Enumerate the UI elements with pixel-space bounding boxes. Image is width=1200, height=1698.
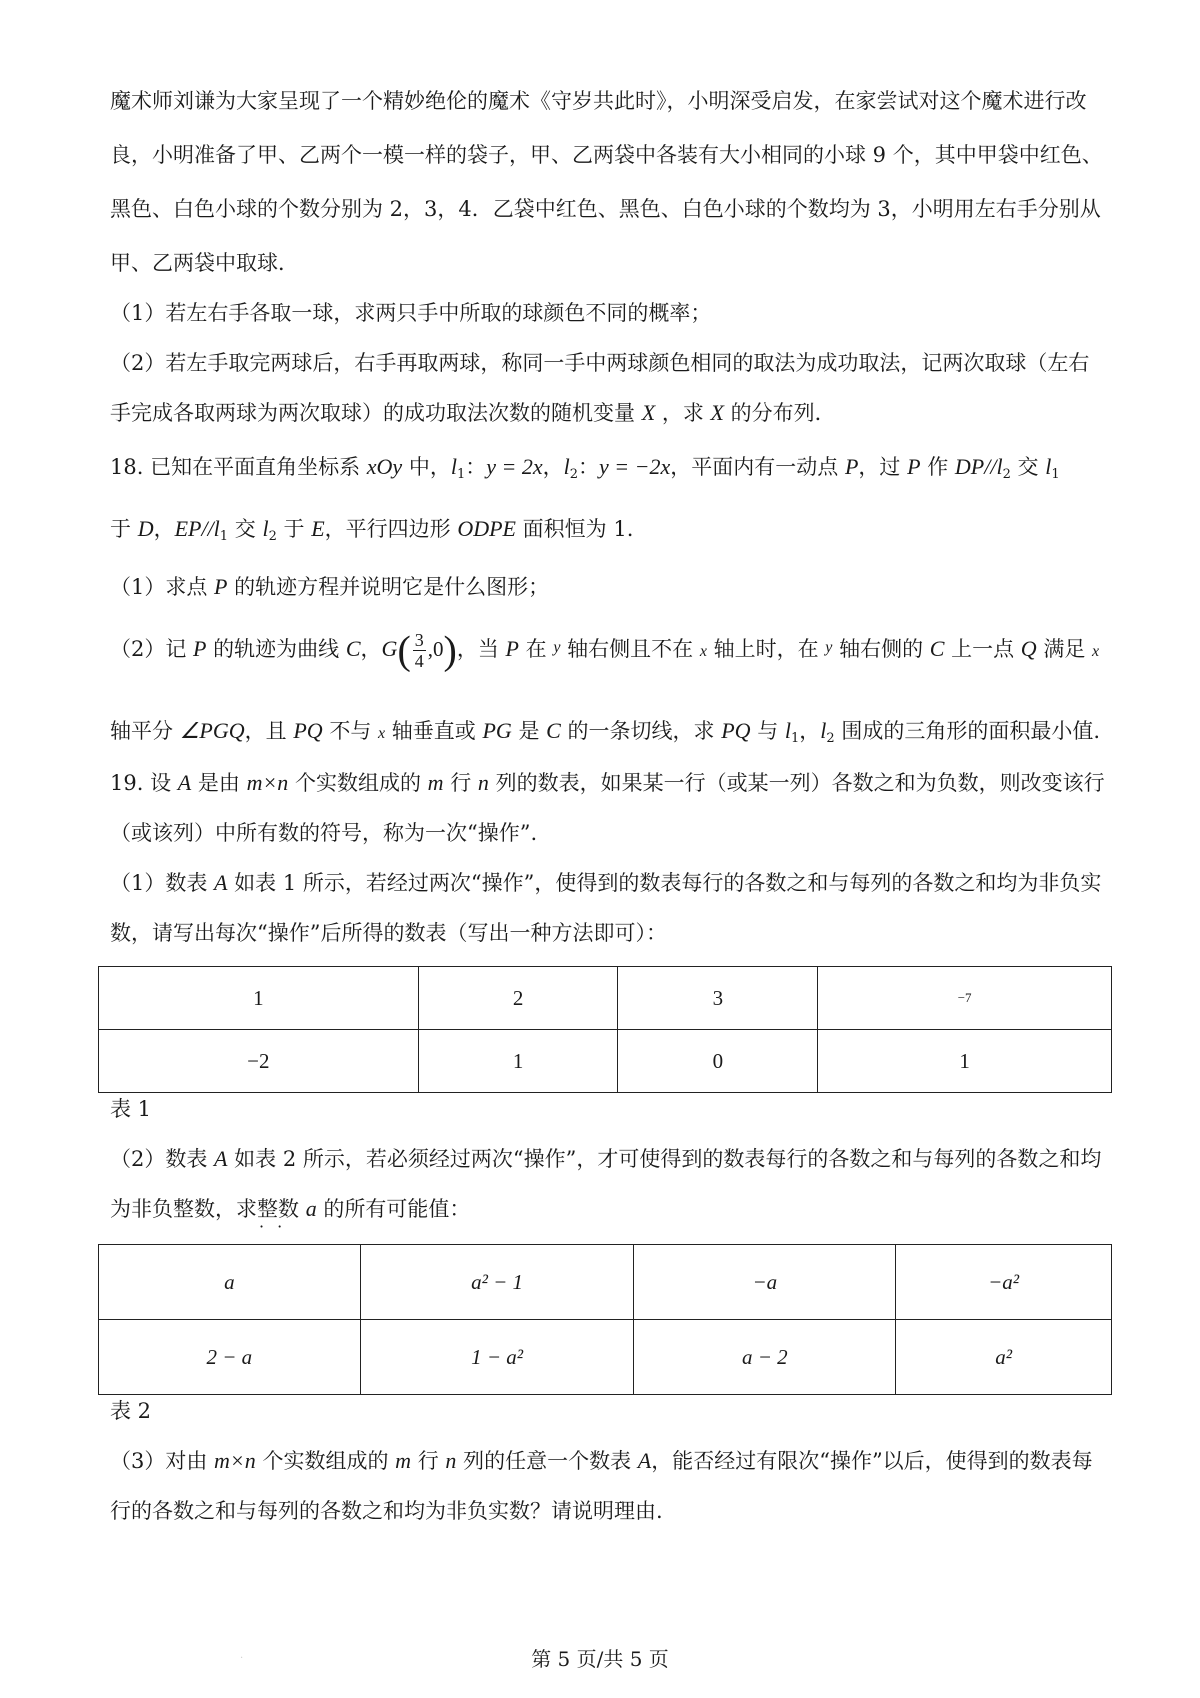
var-l: l <box>1045 454 1052 479</box>
numerator: 3 <box>414 630 424 650</box>
segment-pq: PQ <box>721 718 751 743</box>
text: （2）数表 <box>110 1147 215 1171</box>
intro-line-2: 良，小明准备了甲、乙两个一模一样的袋子，甲、乙两袋中各装有大小相同的小球 9 个，其中甲袋中红色、 <box>110 143 1103 167</box>
text: 面积恒为 1. <box>516 517 634 541</box>
text: 如表 1 所示，若经过两次“操作”，使得到的数表每行的各数之和与每列的各数之和均为非负实 <box>227 871 1102 895</box>
page-footer: 第 5 页/共 5 页 <box>531 1647 669 1671</box>
q19-statement-line-1 <box>110 768 1120 798</box>
table-cell: −a² <box>896 1245 1112 1320</box>
zero: ,0 <box>427 637 444 661</box>
text: 手完成各取两球为两次取球）的成功取法次数的随机变量 <box>110 401 642 425</box>
var-c: C <box>929 636 945 661</box>
text: 的所有可能值： <box>316 1197 471 1221</box>
intro-line-1: 魔术师刘谦为大家呈现了一个精妙绝伦的魔术《守岁共此时》，小明深受启发，在家尝试对这个魔术进行改 <box>110 89 1087 113</box>
scan-speck: . <box>240 1650 244 1661</box>
q18-statement-line-1 <box>110 452 1120 490</box>
left-paren: ( <box>397 627 411 673</box>
parallelogram: ODPE <box>457 516 516 541</box>
subscript: 2 <box>826 731 835 746</box>
text: 个实数组成的 <box>255 1449 396 1473</box>
table-row <box>99 1320 1112 1395</box>
q18-statement-line-2 <box>110 514 1120 552</box>
table-2 <box>98 1244 1112 1395</box>
text: 为非负整数，求 <box>110 1197 257 1221</box>
var-x: X <box>641 400 656 425</box>
var-x: X <box>710 400 724 425</box>
var-l: l <box>450 454 457 479</box>
point-g: G <box>381 636 398 661</box>
text: 是由 <box>191 771 247 795</box>
line-dp: DP//l <box>954 454 1003 479</box>
text: 中， <box>402 455 451 479</box>
text: 轴右侧且不在 <box>560 637 700 661</box>
q17-part-1: （1）若左右手各取一球，求两只手中所取的球颜色不同的概率； <box>110 301 712 325</box>
var-c: C <box>345 636 361 661</box>
text: 列的任意一个数表 <box>456 1449 638 1473</box>
q17-part-2-line-2 <box>110 398 1120 428</box>
var-d: D <box>137 516 154 541</box>
q19-part-3-line-1 <box>110 1446 1120 1476</box>
text: （3）对由 <box>110 1449 215 1473</box>
text: 如表 2 所示，若必须经过两次“操作”，才可使得到的数表每行的各数之和与每列的各数之和均 <box>227 1147 1102 1171</box>
subscript: 2 <box>569 467 579 482</box>
var-n: n <box>445 1448 457 1473</box>
table-cell: a − 2 <box>634 1320 896 1395</box>
text: 列的数表，如果某一行（或某一列）各数之和为负数，则改变该行 <box>488 771 1105 795</box>
q19-part-2-line-1 <box>110 1144 1120 1174</box>
var-q: Q <box>1020 636 1037 661</box>
text: ， <box>799 719 821 743</box>
text: ， <box>542 455 564 479</box>
var-a: A <box>214 870 228 895</box>
line-ep: EP//l <box>174 516 220 541</box>
text: 围成的三角形的面积最小值. <box>834 719 1101 743</box>
text: ， <box>360 637 382 661</box>
var-l: l <box>784 718 792 743</box>
segment-pg: PG <box>482 718 512 743</box>
text <box>299 1197 306 1221</box>
angle-pgq: ∠PGQ <box>179 718 245 743</box>
text: ，平行四边形 <box>324 517 458 541</box>
text: 交 <box>228 517 263 541</box>
table-cell: a² − 1 <box>360 1245 634 1320</box>
text: ， <box>153 517 175 541</box>
var-p: P <box>844 454 859 479</box>
text: 19. 设 <box>110 771 178 795</box>
q19-part-1-line-1 <box>110 868 1120 898</box>
subscript: 1 <box>1051 467 1060 482</box>
var-l: l <box>262 516 269 541</box>
subscript: 1 <box>791 731 800 746</box>
text: 轴上时，在 <box>706 637 826 661</box>
table-1 <box>98 966 1112 1093</box>
text: 个实数组成的 <box>288 771 428 795</box>
var-p: P <box>193 636 207 661</box>
var-y: y <box>825 639 833 656</box>
var-a: A <box>177 770 192 795</box>
dimensions: m×n <box>214 1448 256 1473</box>
var-p: P <box>214 574 228 599</box>
q19-part-1-line-2: 数，请写出每次“操作”后所得的数表（写出一种方法即可）： <box>110 921 667 945</box>
subscript: 2 <box>268 529 277 544</box>
text: 18. 已知在平面直角坐标系 <box>110 455 367 479</box>
text: ： <box>465 455 487 479</box>
text: 行 <box>443 771 478 795</box>
table-cell: −7 <box>818 967 1112 1030</box>
text: 满足 <box>1036 637 1093 661</box>
text: 轴垂直或 <box>385 719 483 743</box>
text: 上一点 <box>944 637 1021 661</box>
table-row <box>99 967 1112 1030</box>
text: ，过 <box>858 455 908 479</box>
text: ，求 <box>655 401 711 425</box>
text: ，平面内有一动点 <box>670 455 845 479</box>
table-row <box>99 1245 1112 1320</box>
table-cell: 1 <box>418 1030 618 1093</box>
var-x: x <box>378 725 386 742</box>
var-l: l <box>563 454 570 479</box>
emphasized-text: 整数 · · <box>257 1194 299 1224</box>
table-cell: a² <box>896 1320 1112 1395</box>
text: 的分布列． <box>723 401 836 425</box>
fraction <box>413 630 426 671</box>
equation: y = −2x <box>599 454 671 479</box>
q18-part-1 <box>110 572 1120 602</box>
var-y: y <box>553 639 561 656</box>
q18-part-2-line-1 <box>110 627 1120 673</box>
table-cell: −2 <box>99 1030 419 1093</box>
var-e: E <box>311 516 325 541</box>
var-p: P <box>505 636 519 661</box>
right-paren: ) <box>443 627 457 673</box>
subscript: 1 <box>219 529 229 544</box>
table-cell: 0 <box>618 1030 818 1093</box>
text: （2）记 <box>110 637 194 661</box>
table-cell: a <box>99 1245 361 1320</box>
table-cell: 1 <box>99 967 419 1030</box>
table-cell: 1 − a² <box>360 1320 634 1395</box>
text: ，能否经过有限次“操作”以后，使得到的数表每 <box>651 1449 1093 1473</box>
table-cell: 1 <box>818 1030 1112 1093</box>
text: 不与 <box>322 719 378 743</box>
coord-system: xOy <box>366 454 403 479</box>
text: ，且 <box>244 719 294 743</box>
subscript: 2 <box>1002 467 1011 482</box>
intro-line-3: 黑色、白色小球的个数分别为 2，3，4．乙袋中红色、黑色、白色小球的个数均为 3，小明用左右手分别从 <box>110 197 1101 221</box>
text: 交 <box>1010 455 1046 479</box>
var-x: x <box>1092 643 1100 660</box>
text: 与 <box>750 719 785 743</box>
table-cell: 2 <box>418 967 618 1030</box>
text: 于 <box>276 517 312 541</box>
text: 轴平分 <box>110 719 180 743</box>
table-cell: 2 − a <box>99 1320 361 1395</box>
segment-pq: PQ <box>293 718 323 743</box>
dimensions: m×n <box>246 770 289 795</box>
q19-statement-line-2: （或该列）中所有数的符号，称为一次“操作”. <box>110 821 538 845</box>
var-p: P <box>907 454 921 479</box>
q19-part-3-line-2: 行的各数之和与每列的各数之和均为非负实数？请说明理由. <box>110 1499 663 1523</box>
var-n: n <box>477 770 489 795</box>
text: 是 <box>511 719 547 743</box>
var-m: m <box>427 770 444 795</box>
text: 于 <box>110 517 138 541</box>
subscript: 1 <box>456 467 466 482</box>
text: 的一条切线，求 <box>560 719 722 743</box>
table-1-caption: 表 1 <box>110 1097 152 1121</box>
text: 行 <box>411 1449 446 1473</box>
text: （1）数表 <box>110 871 215 895</box>
table-row <box>99 1030 1112 1093</box>
text: 轴右侧的 <box>832 637 930 661</box>
text: ： <box>578 455 600 479</box>
var-l: l <box>820 718 827 743</box>
text: ，当 <box>456 637 506 661</box>
text: （1）求点 <box>110 575 215 599</box>
var-m: m <box>395 1448 412 1473</box>
table-cell: −a <box>634 1245 896 1320</box>
q18-part-2-line-2 <box>110 716 1120 754</box>
intro-line-4: 甲、乙两袋中取球． <box>110 251 299 275</box>
var-a: a <box>305 1196 317 1221</box>
table-2-caption: 表 2 <box>110 1399 152 1423</box>
q19-part-2-line-2 <box>110 1194 1120 1224</box>
var-c: C <box>546 718 561 743</box>
q17-part-2-line-1: （2）若左手取完两球后，右手再取两球，称同一手中两球颜色相同的取法为成功取法，记两次取球（左右 <box>110 351 1090 375</box>
denominator: 4 <box>414 651 424 671</box>
var-x: x <box>699 643 707 660</box>
var-a: A <box>637 1448 652 1473</box>
text: 在 <box>518 637 554 661</box>
table-cell: 3 <box>618 967 818 1030</box>
text: 作 <box>920 455 955 479</box>
var-a: A <box>214 1146 228 1171</box>
text: 的轨迹为曲线 <box>206 637 346 661</box>
text: 的轨迹方程并说明它是什么图形； <box>227 575 550 599</box>
equation: y = 2x <box>486 454 543 479</box>
